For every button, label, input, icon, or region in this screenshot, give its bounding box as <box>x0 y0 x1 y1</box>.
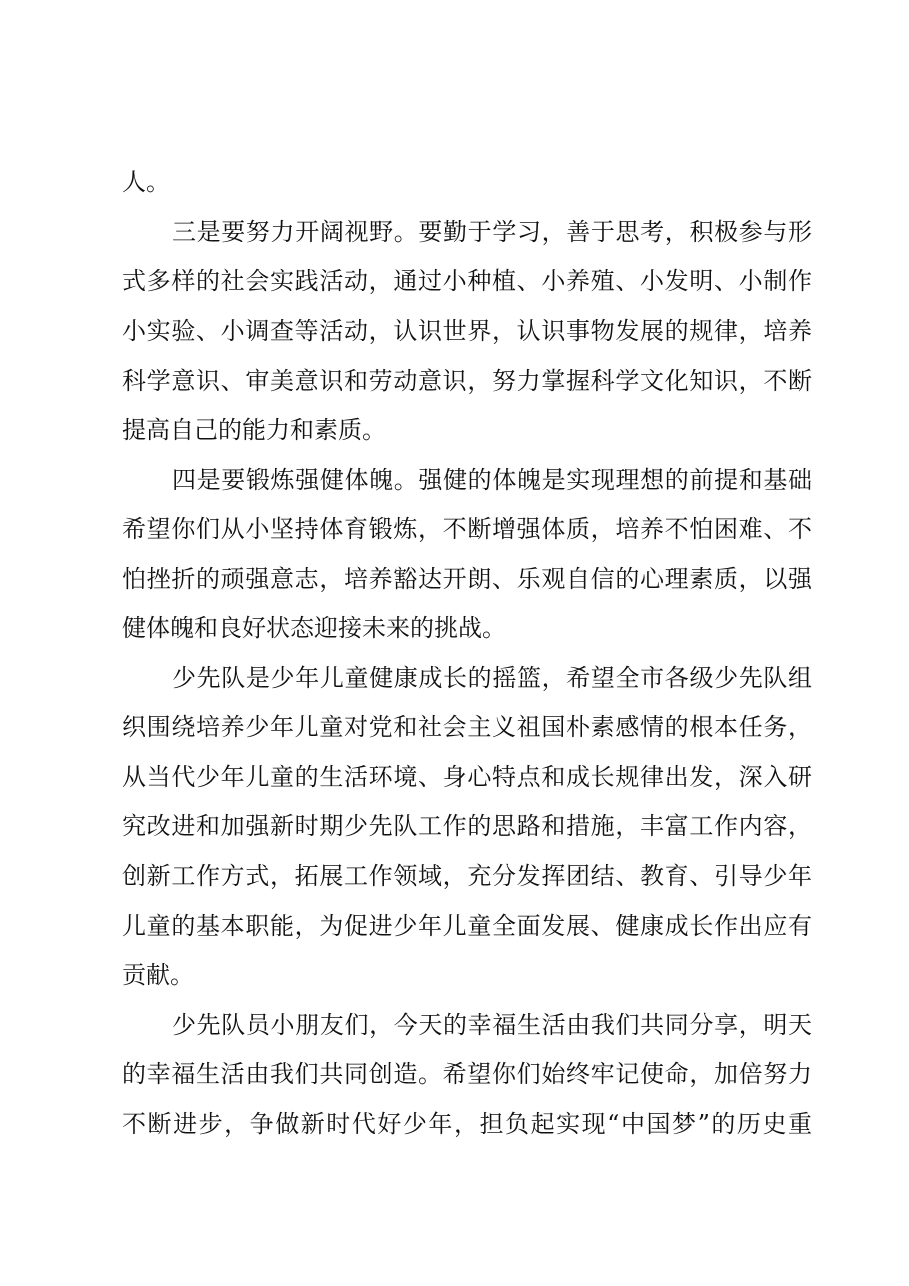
text-line: 科学意识、审美意识和劳动意识，努力掌握科学文化知识，不断 <box>122 367 812 395</box>
text-line: 少先队是少年儿童健康成长的摇篮，希望全市各级少先队组 <box>172 664 812 692</box>
text-line: 究改进和加强新时期少先队工作的思路和措施，丰富工作内容， <box>122 812 812 840</box>
text-line: 从当代少年儿童的生活环境、身心特点和成长规律出发，深入研 <box>122 763 812 791</box>
text-line: 织围绕培养少年儿童对党和社会主义祖国朴素感情的根本任务， <box>122 713 812 741</box>
text-line: 小实验、小调查等活动，认识世界，认识事物发展的规律，培养 <box>122 317 812 345</box>
text-line: 怕挫折的顽强意志，培养豁达开朗、乐观自信的心理素质，以强 <box>122 565 812 593</box>
text-line: 人。 <box>122 168 170 196</box>
text-line: 不断进步，争做新时代好少年，担负起实现“中国梦”的历史重 <box>122 1110 812 1138</box>
text-line: 式多样的社会实践活动，通过小种植、小养殖、小发明、小制作 <box>122 267 812 295</box>
text-line: 健体魄和良好状态迎接未来的挑战。 <box>122 614 506 642</box>
text-line: 四是要锻炼强健体魄。强健的体魄是实现理想的前提和基础 <box>172 466 812 494</box>
text-line: 创新工作方式，拓展工作领域，充分发挥团结、教育、引导少年 <box>122 862 812 890</box>
text-line: 少先队员小朋友们，今天的幸福生活由我们共同分享，明天 <box>172 1011 812 1039</box>
text-line: 儿童的基本职能，为促进少年儿童全面发展、健康成长作出应有 <box>122 912 812 940</box>
text-line: 提高自己的能力和素质。 <box>122 416 386 444</box>
text-line: 的幸福生活由我们共同创造。希望你们始终牢记使命，加倍努力 <box>122 1060 812 1088</box>
text-line: 贡献。 <box>122 961 194 989</box>
text-line: 希望你们从小坚持体育锻炼，不断增强体质，培养不怕困难、不 <box>122 515 812 543</box>
text-line: 三是要努力开阔视野。要勤于学习，善于思考，积极参与形 <box>172 218 812 246</box>
